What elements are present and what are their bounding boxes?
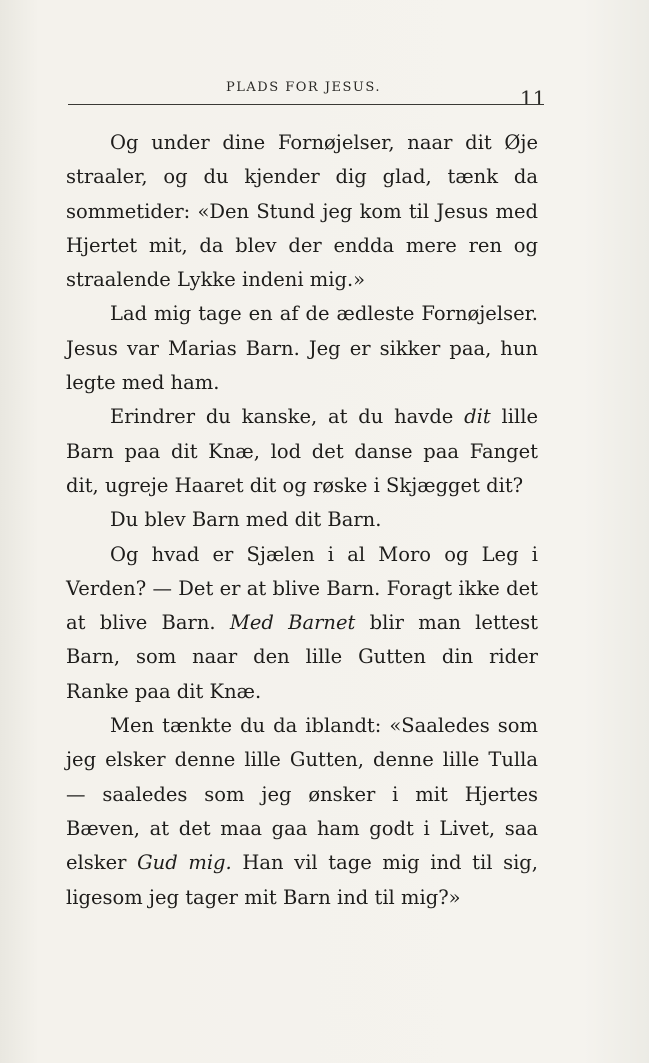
paragraph: [66, 503, 538, 537]
italic-segment: Gud mig.: [137, 851, 232, 875]
page-header: [68, 76, 548, 116]
text-segment: Han vil tage mig ind til sig, ligesom jeg tager mit Barn ind til mig?»: [66, 851, 538, 909]
text-segment: blir man lettest Barn, som naar den lille Gutten din rider Ranke paa dit Knæ.: [66, 611, 538, 703]
italic-segment: Med Barnet: [229, 611, 356, 635]
text-segment: Men tænkte du da iblandt: «Saaledes som jeg elsker denne lille Gutten, denne lille Tulla — saaledes som jeg ønsker i mit Hjertes Bæven, at det maa gaa ham godt i Livet, saa elsker: [66, 714, 538, 875]
text-segment: lille Barn paa dit Knæ, lod det danse paa Fanget dit, ugreje Haaret dit og røske i Skjægget dit?: [66, 405, 539, 497]
paragraph: [66, 709, 538, 915]
text-segment: Erindrer du kanske, at du havde: [110, 405, 465, 429]
text-segment: Lad mig tage en af de ædleste Fornøjelser. Jesus var Marias Barn. Jeg er sikker paa, hun legte med ham.: [66, 302, 538, 395]
paragraph: [66, 400, 538, 503]
running-title: PLADS FOR JESUS.: [226, 80, 381, 95]
page-number: 11: [520, 86, 546, 110]
text-segment: Du blev Barn med dit Barn.: [110, 508, 382, 532]
text-segment: Og hvad er Sjælen i al Moro og Leg i Verden? — Det er at blive Barn. Foragt ikke det at blive Barn.: [66, 542, 538, 635]
header-rule: [68, 104, 544, 105]
paragraph: [66, 538, 538, 709]
paragraph: [66, 126, 538, 297]
italic-segment: dit: [464, 405, 491, 429]
text-segment: Og under dine Fornøjelser, naar dit Øje straaler, og du kjender dig glad, tænk da sommetider: «Den Stund jeg kom til Jesus med Hjertet mit, da blev der endda mere ren og straalende Lykke indeni mig.»: [66, 131, 538, 292]
body-text: [66, 126, 538, 915]
paragraph: [66, 297, 538, 400]
